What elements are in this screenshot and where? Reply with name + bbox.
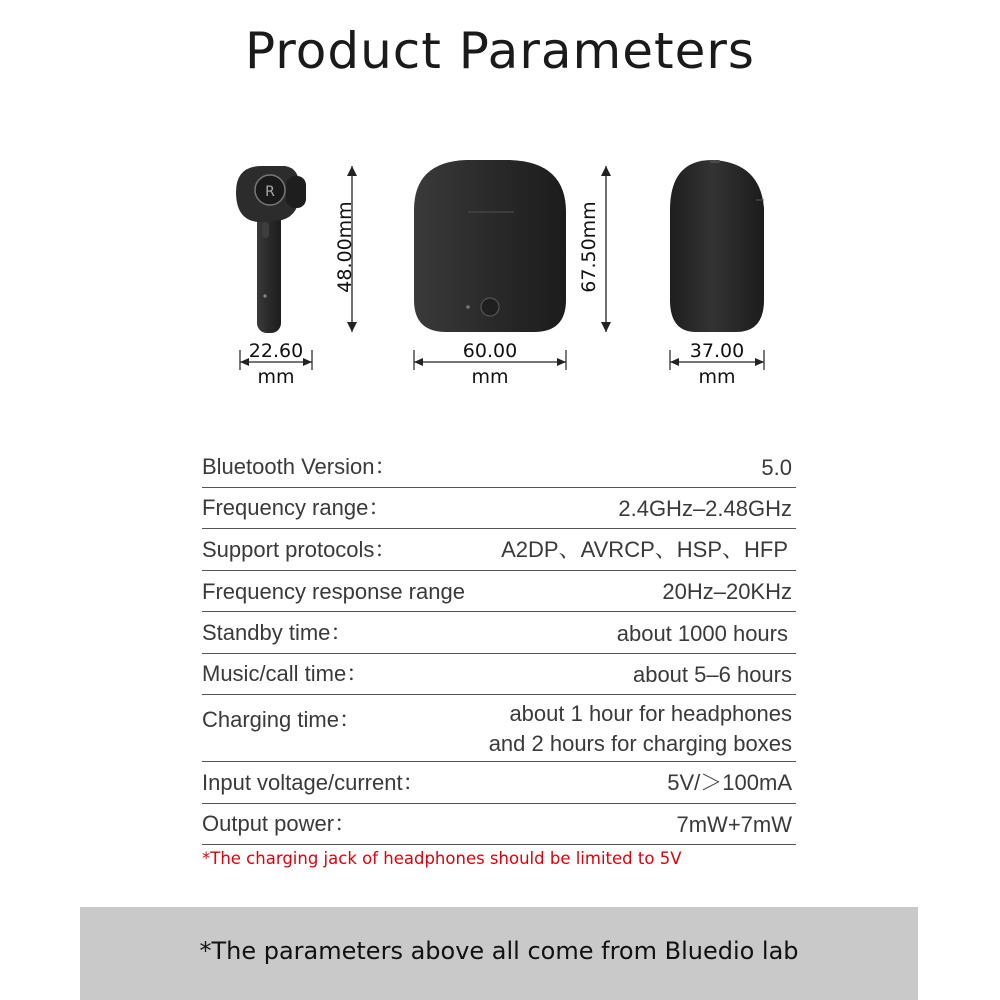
spec-row-input-voltage — [202, 762, 796, 804]
case-width-unit: mm — [471, 366, 509, 388]
spec-label: Output power： — [202, 811, 357, 836]
spec-value — [489, 699, 792, 759]
spec-row-music-call-time — [202, 654, 796, 696]
spec-value-line-2: and 2 hours for charging boxes — [488, 731, 792, 756]
spec-row-standby-time — [202, 612, 796, 654]
spec-value: 5V/＞100mA — [667, 769, 792, 795]
case-side-image — [670, 160, 764, 332]
case-width-label: 60.00 — [462, 340, 518, 362]
spec-label: Bluetooth Version： — [202, 453, 397, 479]
spec-label: Standby time： — [202, 619, 353, 645]
spec-value: 7mW+7mW — [676, 812, 792, 837]
spec-row-frequency-response — [202, 571, 796, 613]
charging-warning-note: *The charging jack of headphones should be limited to 5V — [202, 849, 682, 868]
spec-label: Input voltage/current： — [202, 769, 425, 795]
spec-value: 2.4GHz–2.48GHz — [618, 496, 792, 521]
spec-value: about 5–6 hours — [632, 662, 792, 687]
spec-value: 5.0 — [761, 454, 792, 480]
page-title: Product Parameters — [245, 22, 755, 80]
earbud-image — [236, 166, 306, 333]
case-front-image — [414, 160, 566, 332]
spec-label: Charging time： — [202, 707, 361, 732]
footer-banner — [80, 907, 918, 1000]
spec-row-bluetooth-version — [202, 446, 796, 488]
spec-value: about 1000 hours — [616, 620, 788, 646]
earbud-width-unit: mm — [257, 366, 295, 388]
spec-value-line-1: about 1 hour for headphones — [509, 701, 792, 726]
earbud-width-label: 22.60 — [248, 340, 304, 362]
spec-row-charging-time — [202, 695, 796, 762]
spec-label: Frequency response range — [202, 579, 465, 604]
spec-row-frequency-range — [202, 488, 796, 530]
earbud-height-label: 48.00mm — [334, 201, 356, 293]
spec-label: Music/call time： — [202, 661, 369, 686]
spec-label: Support protocols： — [202, 536, 397, 562]
spec-row-output-power — [202, 804, 796, 846]
spec-value: A2DP、AVRCP、HSP、HFP — [501, 536, 788, 562]
svg-text:R: R — [265, 184, 275, 200]
spec-table — [202, 446, 796, 845]
footer-text: *The parameters above all come from Bluedio lab — [199, 937, 799, 965]
spec-row-support-protocols — [202, 529, 796, 571]
case-height-label: 67.50mm — [578, 201, 600, 293]
case-side-width-unit: mm — [698, 366, 736, 388]
spec-label: Frequency range： — [202, 495, 391, 520]
spec-value: 20Hz–20KHz — [662, 579, 792, 604]
case-side-width-label: 37.00 — [689, 340, 745, 362]
